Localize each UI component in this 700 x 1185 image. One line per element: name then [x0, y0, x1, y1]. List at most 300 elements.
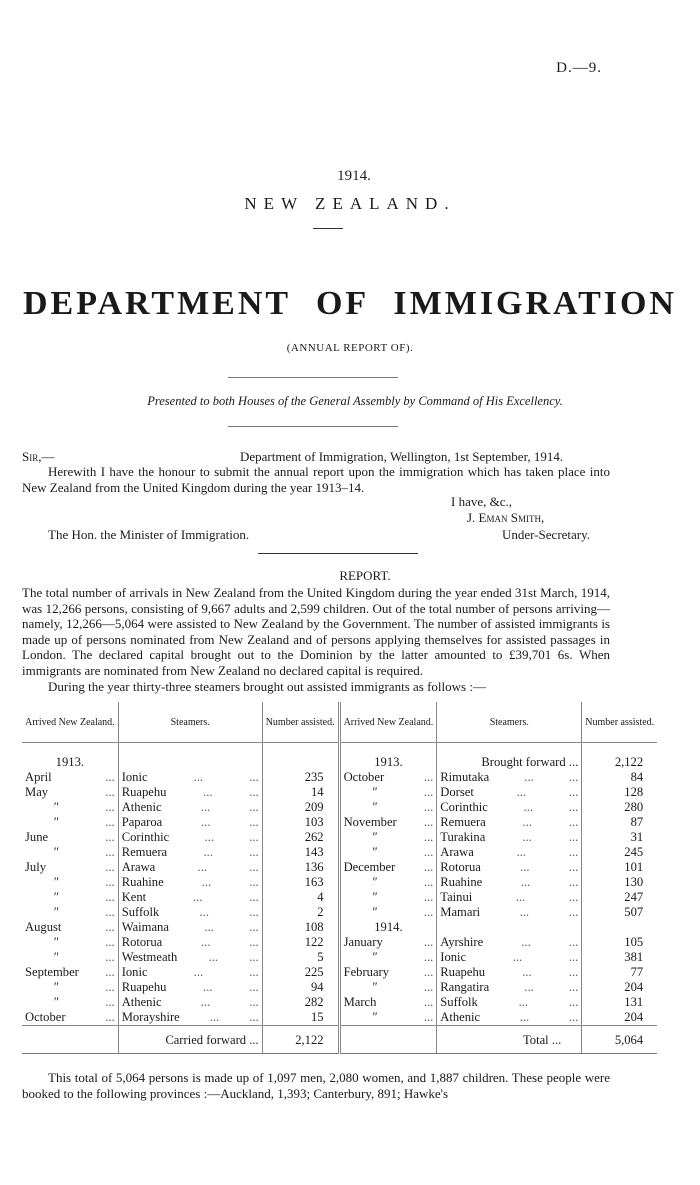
leader-dots: ... — [208, 950, 218, 964]
steamer-name — [118, 815, 262, 830]
leader-dots: ... — [568, 845, 579, 859]
steamer-label: Athenic — [121, 995, 162, 1009]
number-assisted: 131 — [582, 995, 657, 1010]
leader-dots: ... — [249, 830, 259, 844]
leader-dots: ... — [105, 875, 115, 889]
table-row — [22, 875, 657, 890]
leader-dots: ... — [249, 890, 259, 904]
leader-dots: ... — [568, 890, 579, 904]
leader-dots: ... — [568, 785, 579, 799]
header-number: Number assisted. — [262, 702, 339, 743]
leader-dots: ... — [249, 905, 259, 919]
arrived-month — [22, 875, 118, 890]
steamer-name — [437, 890, 582, 905]
steamer-label: Arawa — [121, 860, 156, 874]
year-label: 1913. — [55, 755, 85, 769]
leader-dots: ... — [423, 785, 434, 799]
steamer-name — [437, 875, 582, 890]
leader-dots: ... — [423, 995, 434, 1009]
leader-dots: ... — [522, 965, 532, 979]
steamer-label: Rimutaka — [440, 770, 490, 784]
carried-forward-value: 2,122 — [262, 1026, 339, 1054]
leader-dots: ... — [568, 1010, 579, 1024]
arrived-month — [22, 980, 118, 995]
number-assisted: 282 — [262, 995, 339, 1010]
arrived-month — [22, 860, 118, 875]
leader-dots: ... — [105, 860, 115, 874]
number-assisted: 247 — [582, 890, 657, 905]
leader-dots: ... — [105, 905, 115, 919]
leader-dots: ... — [105, 800, 115, 814]
steamer-name — [437, 860, 582, 875]
leader-dots: ... — [568, 965, 579, 979]
table-row — [22, 1010, 657, 1026]
leader-dots: ... — [522, 815, 532, 829]
leader-dots: ... — [249, 800, 259, 814]
arrived-month — [22, 965, 118, 980]
table-row — [22, 935, 657, 950]
leader-dots: ... — [522, 830, 532, 844]
steamer-name — [118, 890, 262, 905]
steamer-label: Ionic — [121, 965, 148, 979]
letter-dateline: Department of Immigration, Wellington, 1st September, 1914. — [240, 449, 564, 464]
report-paragraph-3: This total of 5,064 persons is made up of 1,097 men, 2,080 women, and 1,887 children. These people were booked to the following provinces :—Auckland, 1,393; Canterbury, 891; Hawke's — [22, 1070, 610, 1101]
steamer-label: Corinthic — [121, 830, 170, 844]
document-reference: D.—9. — [556, 60, 602, 76]
steamer-label: Athenic — [121, 800, 162, 814]
steamer-name — [437, 905, 582, 920]
leader-dots: ... — [200, 995, 211, 1009]
table-row — [22, 905, 657, 920]
leader-dots: ... — [192, 890, 203, 904]
leader-dots: ... — [524, 770, 534, 784]
report-paragraph-1: The total number of arrivals in New Zealand from the United Kingdom during the year ended 31st March, 1914, was 12,266 persons, consisting of 9,667 adults and 2,599 children. Out of the total number of persons arriving—namely, 12,266—5,064 were assisted to New Zealand by the Government. The number of assisted immigrants is made up of persons nominated from New Zealand and of persons applying themselves for assisted passages in London. The declared capital brought out to the Dominion by the latter amounted to £39,701 6s. When immigrants are nominated from New Zealand no declared capital is required. — [22, 585, 610, 678]
leader-dots: ... — [204, 830, 214, 844]
leader-dots: ... — [516, 845, 527, 859]
leader-dots: ... — [521, 935, 531, 949]
month-label: November — [343, 815, 397, 829]
number-assisted — [582, 920, 657, 935]
number-assisted: 507 — [582, 905, 657, 920]
number-assisted: 128 — [582, 785, 657, 800]
arrived-month — [22, 995, 118, 1010]
arrived-month — [339, 935, 437, 950]
leader-dots: ... — [201, 875, 212, 889]
number-assisted: 130 — [582, 875, 657, 890]
leader-dots: ... — [568, 860, 579, 874]
number-assisted: 204 — [582, 1010, 657, 1026]
table-row — [22, 980, 657, 995]
number-assisted: 235 — [262, 770, 339, 785]
steamer-label: Corinthic — [440, 800, 488, 814]
leader-dots: ... — [423, 980, 434, 994]
month-label: ″ — [53, 890, 59, 904]
arrived-month — [339, 875, 437, 890]
letter-signatory: J. Eman Smith, — [467, 510, 545, 525]
month-label: ″ — [371, 980, 377, 994]
arrived-month — [339, 830, 437, 845]
leader-dots: ... — [209, 1010, 220, 1024]
leader-dots: ... — [105, 950, 115, 964]
steamer-label: Paparoa — [121, 815, 163, 829]
table-footer-row — [22, 1026, 657, 1054]
leader-dots: ... — [519, 1010, 530, 1024]
number-assisted: 108 — [262, 920, 339, 935]
table-row — [22, 830, 657, 845]
steamer-label: Remuera — [121, 845, 168, 859]
leader-dots: ... — [520, 875, 531, 889]
month-label: October — [25, 1010, 66, 1024]
number-assisted: 103 — [262, 815, 339, 830]
steamer-label: Remuera — [440, 815, 486, 829]
leader-dots: ... — [199, 905, 209, 919]
leader-dots: ... — [249, 980, 259, 994]
table-row — [22, 785, 657, 800]
letter-addressee: The Hon. the Minister of Immigration. — [48, 527, 250, 542]
leader-dots: ... — [249, 920, 259, 934]
steamer-label: Ionic — [121, 770, 148, 784]
month-label: ″ — [371, 830, 377, 844]
arrived-month — [339, 950, 437, 965]
steamer-name — [437, 815, 582, 830]
letter-closing: I have, &c., — [451, 494, 513, 509]
month-label: ″ — [371, 890, 377, 904]
leader-dots: ... — [568, 905, 579, 919]
leader-dots: ... — [423, 845, 434, 859]
arrived-month — [339, 920, 437, 935]
month-label: ″ — [53, 800, 59, 814]
steamer-name — [118, 935, 262, 950]
month-label: ″ — [53, 935, 59, 949]
steamer-name — [437, 950, 582, 965]
leader-dots: ... — [568, 875, 579, 889]
steamers-table — [22, 702, 657, 1054]
month-label: ″ — [371, 950, 377, 964]
month-label: ″ — [53, 980, 59, 994]
leader-dots: ... — [249, 995, 259, 1009]
arrived-month — [22, 920, 118, 935]
steamer-label: Kent — [121, 890, 147, 904]
month-label: January — [343, 935, 383, 949]
leader-dots: ... — [204, 920, 214, 934]
carried-forward-label: Carried forward ... — [118, 1026, 262, 1054]
report-subtitle: (ANNUAL REPORT OF). — [286, 342, 414, 354]
brought-forward-value: 2,122 — [582, 743, 657, 771]
steamer-name — [437, 845, 582, 860]
steamer-label: Rotorua — [440, 860, 481, 874]
table-row — [22, 950, 657, 965]
number-assisted: 122 — [262, 935, 339, 950]
number-assisted: 2 — [262, 905, 339, 920]
number-assisted: 136 — [262, 860, 339, 875]
number-assisted: 245 — [582, 845, 657, 860]
table-header-row — [22, 702, 657, 743]
header-number: Number assisted. — [582, 702, 657, 743]
leader-dots: ... — [249, 1010, 259, 1024]
department-title: DEPARTMENT OF IMMIGRATION — [23, 285, 677, 322]
leader-dots: ... — [249, 785, 259, 799]
arrived-month — [22, 950, 118, 965]
leader-dots: ... — [515, 890, 526, 904]
steamer-name — [118, 995, 262, 1010]
leader-dots: ... — [193, 965, 204, 979]
leader-dots: ... — [249, 935, 259, 949]
number-assisted: 87 — [582, 815, 657, 830]
divider — [228, 426, 398, 427]
steamer-label: Arawa — [440, 845, 474, 859]
leader-dots: ... — [203, 980, 213, 994]
leader-dots: ... — [423, 965, 434, 979]
month-label: ″ — [53, 995, 59, 1009]
arrived-month — [339, 815, 437, 830]
leader-dots: ... — [105, 845, 115, 859]
steamer-name — [437, 800, 582, 815]
arrived-month — [339, 965, 437, 980]
arrived-month — [339, 905, 437, 920]
divider — [258, 553, 418, 554]
divider — [228, 377, 398, 378]
steamer-label: Ruapehu — [121, 785, 167, 799]
month-label: ″ — [371, 1010, 377, 1024]
document-year: 1914. — [337, 168, 371, 184]
leader-dots: ... — [423, 950, 434, 964]
number-assisted: 15 — [262, 1010, 339, 1026]
arrived-month — [339, 860, 437, 875]
number-assisted: 77 — [582, 965, 657, 980]
leader-dots: ... — [105, 1010, 115, 1024]
leader-dots: ... — [203, 845, 213, 859]
month-label: ″ — [53, 845, 59, 859]
arrived-month — [339, 770, 437, 785]
month-label: September — [25, 965, 79, 979]
leader-dots: ... — [524, 980, 534, 994]
table-row — [22, 890, 657, 905]
leader-dots: ... — [105, 965, 115, 979]
number-assisted: 4 — [262, 890, 339, 905]
arrived-month — [22, 770, 118, 785]
leader-dots: ... — [518, 995, 529, 1009]
table-row — [22, 920, 657, 935]
steamer-name — [437, 980, 582, 995]
leader-dots: ... — [423, 830, 434, 844]
leader-dots: ... — [105, 770, 115, 784]
arrived-month — [22, 815, 118, 830]
leader-dots: ... — [201, 935, 211, 949]
arrived-month — [22, 785, 118, 800]
letter-body: Herewith I have the honour to submit the annual report upon the immigration which has taken place into New Zealand from the United Kingdom during the year 1913–14. — [22, 464, 610, 495]
leader-dots: ... — [423, 815, 434, 829]
leader-dots: ... — [423, 935, 434, 949]
arrived-month — [22, 905, 118, 920]
leader-dots: ... — [520, 860, 530, 874]
month-label: ″ — [371, 785, 377, 799]
year-label: 1914. — [374, 920, 403, 934]
number-assisted: 280 — [582, 800, 657, 815]
month-label: ″ — [53, 875, 59, 889]
leader-dots: ... — [105, 785, 115, 799]
month-label: December — [343, 860, 396, 874]
month-label: ″ — [371, 800, 377, 814]
report-heading: REPORT. — [339, 568, 391, 583]
table-row — [22, 800, 657, 815]
leader-dots: ... — [105, 995, 115, 1009]
leader-dots: ... — [197, 860, 207, 874]
steamer-name — [118, 905, 262, 920]
leader-dots: ... — [568, 830, 579, 844]
steamer-name — [437, 920, 582, 935]
leader-dots: ... — [568, 950, 579, 964]
leader-dots: ... — [249, 845, 259, 859]
arrived-month — [22, 935, 118, 950]
leader-dots: ... — [201, 815, 211, 829]
number-assisted: 105 — [582, 935, 657, 950]
arrived-month — [22, 830, 118, 845]
month-label: August — [25, 920, 62, 934]
leader-dots: ... — [203, 785, 213, 799]
brought-forward-label: Brought forward ... — [437, 743, 582, 771]
table-row — [22, 743, 657, 771]
arrived-month — [22, 845, 118, 860]
steamer-name — [118, 785, 262, 800]
total-value: 5,064 — [582, 1026, 657, 1054]
leader-dots: ... — [423, 1010, 434, 1024]
leader-dots: ... — [249, 950, 259, 964]
leader-dots: ... — [423, 875, 434, 889]
report-paragraph — [22, 585, 610, 694]
leader-dots: ... — [105, 890, 115, 904]
leader-dots: ... — [105, 830, 115, 844]
leader-dots: ... — [519, 905, 530, 919]
month-label: April — [25, 770, 52, 784]
number-assisted: 31 — [582, 830, 657, 845]
steamer-name — [118, 920, 262, 935]
total-label: Total ... — [437, 1026, 582, 1054]
steamer-label: Suffolk — [121, 905, 160, 919]
steamer-label: Suffolk — [440, 995, 478, 1009]
leader-dots: ... — [568, 995, 579, 1009]
steamer-name — [437, 830, 582, 845]
number-assisted: 225 — [262, 965, 339, 980]
steamer-label: Ayrshire — [440, 935, 484, 949]
leader-dots: ... — [249, 770, 259, 784]
steamer-name — [118, 965, 262, 980]
steamer-name — [118, 770, 262, 785]
number-assisted: 94 — [262, 980, 339, 995]
header-steamers: Steamers. — [118, 702, 262, 743]
steamer-name — [118, 800, 262, 815]
leader-dots: ... — [423, 770, 434, 784]
leader-dots: ... — [105, 980, 115, 994]
leader-dots: ... — [105, 920, 115, 934]
steamer-label: Rangatira — [440, 980, 490, 994]
leader-dots: ... — [523, 800, 534, 814]
steamer-label: Ionic — [440, 950, 467, 964]
number-assisted: 14 — [262, 785, 339, 800]
steamer-name — [118, 1010, 262, 1026]
month-label: July — [25, 860, 46, 874]
month-label: March — [343, 995, 377, 1009]
number-assisted: 101 — [582, 860, 657, 875]
steamer-name — [437, 995, 582, 1010]
number-assisted: 262 — [262, 830, 339, 845]
steamer-name — [437, 935, 582, 950]
month-label: ″ — [53, 950, 59, 964]
month-label: June — [25, 830, 49, 844]
steamers-table-wrap — [22, 702, 657, 1054]
leader-dots: ... — [105, 935, 115, 949]
arrived-month — [339, 1010, 437, 1026]
number-assisted: 209 — [262, 800, 339, 815]
header-arrived: Arrived New Zealand. — [339, 702, 437, 743]
arrived-month — [22, 1010, 118, 1026]
month-label: May — [25, 785, 49, 799]
steamer-label: Ruapehu — [121, 980, 167, 994]
leader-dots: ... — [423, 890, 434, 904]
leader-dots: ... — [568, 800, 579, 814]
steamer-label: Ruahine — [440, 875, 483, 889]
letter-signatory-title: Under-Secretary. — [502, 527, 591, 542]
table-row — [22, 860, 657, 875]
month-label: October — [343, 770, 385, 784]
number-assisted: 204 — [582, 980, 657, 995]
arrived-month — [22, 890, 118, 905]
arrived-month — [339, 890, 437, 905]
month-label: ″ — [371, 875, 377, 889]
header-arrived: Arrived New Zealand. — [22, 702, 118, 743]
table-row — [22, 815, 657, 830]
leader-dots: ... — [568, 770, 579, 784]
leader-dots: ... — [423, 905, 434, 919]
report-paragraph-2: During the year thirty-three steamers brought out assisted immigrants as follows :— — [48, 678, 486, 694]
leader-dots: ... — [512, 950, 523, 964]
number-assisted: 84 — [582, 770, 657, 785]
leader-dots: ... — [568, 980, 579, 994]
presented-line: Presented to both Houses of the General Assembly by Command of His Excellency. — [147, 394, 563, 408]
leader-dots: ... — [105, 815, 115, 829]
table-row — [22, 965, 657, 980]
steamer-label: Waimana — [121, 920, 169, 934]
leader-dots: ... — [423, 800, 434, 814]
arrived-month — [339, 980, 437, 995]
steamer-label: Rotorua — [121, 935, 163, 949]
steamer-name — [118, 860, 262, 875]
arrived-month — [339, 785, 437, 800]
number-assisted: 163 — [262, 875, 339, 890]
country-title: NEW ZEALAND. — [244, 194, 456, 213]
leader-dots: ... — [249, 875, 259, 889]
steamer-name — [118, 830, 262, 845]
steamer-name — [437, 770, 582, 785]
steamer-name — [118, 980, 262, 995]
table-row — [22, 995, 657, 1010]
leader-dots: ... — [568, 935, 579, 949]
leader-dots: ... — [249, 815, 259, 829]
steamer-name — [437, 965, 582, 980]
leader-dots: ... — [249, 860, 259, 874]
steamer-name — [118, 950, 262, 965]
arrived-month — [339, 845, 437, 860]
year-label: 1913. — [339, 743, 437, 771]
month-label: February — [343, 965, 390, 979]
steamer-name — [437, 785, 582, 800]
header-steamers: Steamers. — [437, 702, 582, 743]
letter-salutation: Sir,— — [22, 449, 55, 464]
steamer-name — [118, 845, 262, 860]
leader-dots: ... — [568, 815, 579, 829]
month-label: ″ — [53, 905, 59, 919]
leader-dots: ... — [249, 965, 259, 979]
steamer-name — [118, 875, 262, 890]
